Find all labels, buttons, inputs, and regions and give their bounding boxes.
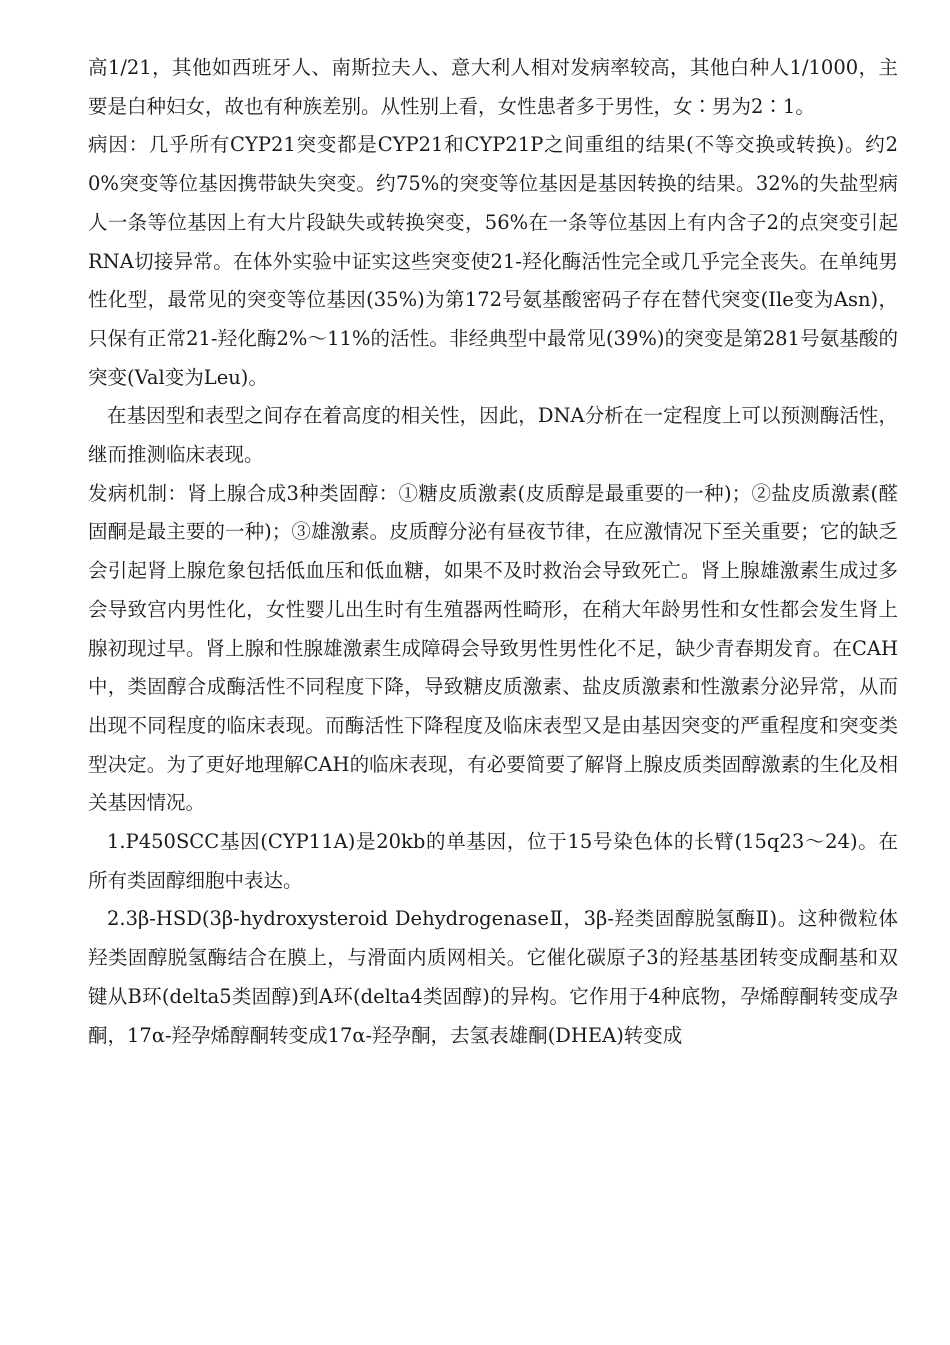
paragraph-pathogenesis: 发病机制：肾上腺合成3种类固醇：①糖皮质激素(皮质醇是最重要的一种)；②盐皮质激素(醛固酮是最主要的一种)；③雄激素。皮质醇分泌有昼夜节律，在应激情况下至关重要；它的缺乏会引起肾上腺危象包括低血压和低血糖，如果不及时救治会导致死亡。肾上腺雄激素生成过多会导致宫内男性化，女性婴儿出生时有生殖器两性畸形，在稍大年龄男性和女性都会发生肾上腺初现过早。肾上腺和性腺雄激素生成障碍会导致男性男性化不足，缺少青春期发育。在CAH中，类固醇合成酶活性不同程度下降，导致糖皮质激素、盐皮质激素和性激素分泌异常，从而出现不同程度的临床表现。而酶活性下降程度及临床表型又是由基因突变的严重程度和突变类型决定。为了更好地理解CAH的临床表现，有必要简要了解肾上腺皮质类固醇激素的生化及相关基因情况。 bbox=[88, 481, 898, 815]
paragraph-genotype-phenotype: 在基因型和表型之间存在着高度的相关性，因此，DNA分析在一定程度上可以预测酶活性，继而推测临床表现。 bbox=[88, 404, 898, 467]
document-page bbox=[88, 49, 898, 1055]
paragraph-3beta-hsd: 2.3β-HSD(3β-hydroxysteroid DehydrogenaseⅡ，3β-羟类固醇脱氢酶Ⅱ)。这种微粒体羟类固醇脱氢酶结合在膜上，与滑面内质网相关。它催化碳原子3的羟基基团转变成酮基和双键从B环(delta5类固醇)到A环(delta4类固醇)的异构。它作用于4种底物，孕烯醇酮转变成孕酮，17α-羟孕烯醇酮转变成17α-羟孕酮，去氢表雄酮(DHEA)转变成 bbox=[88, 907, 898, 1047]
paragraph-p450scc-gene: 1.P450SCC基因(CYP11A)是20kb的单基因，位于15号染色体的长臂(15q23～24)。在所有类固醇细胞中表达。 bbox=[88, 830, 898, 892]
paragraph-etiology: 病因：几乎所有CYP21突变都是CYP21和CYP21P之间重组的结果(不等交换或转换)。约20%突变等位基因携带缺失突变。约75%的突变等位基因是基因转换的结果。32%的失盐型病人一条等位基因上有大片段缺失或转换突变，56%在一条等位基因上有内含子2的点突变引起RNA切接异常。在体外实验中证实这些突变使21-羟化酶活性完全或几乎完全丧失。在单纯男性化型，最常见的突变等位基因(35%)为第172号氨基酸密码子存在替代突变(Ile变为Asn)，只保有正常21-羟化酶2%～11%的活性。非经典型中最常见(39%)的突变是第281号氨基酸的突变(Val变为Leu)。 bbox=[88, 133, 898, 389]
paragraph-incidence: 高1/21，其他如西班牙人、南斯拉夫人、意大利人相对发病率较高，其他白种人1/1000，主要是白种妇女，故也有种族差别。从性别上看，女性患者多于男性，女∶男为2∶1。 bbox=[88, 56, 898, 118]
